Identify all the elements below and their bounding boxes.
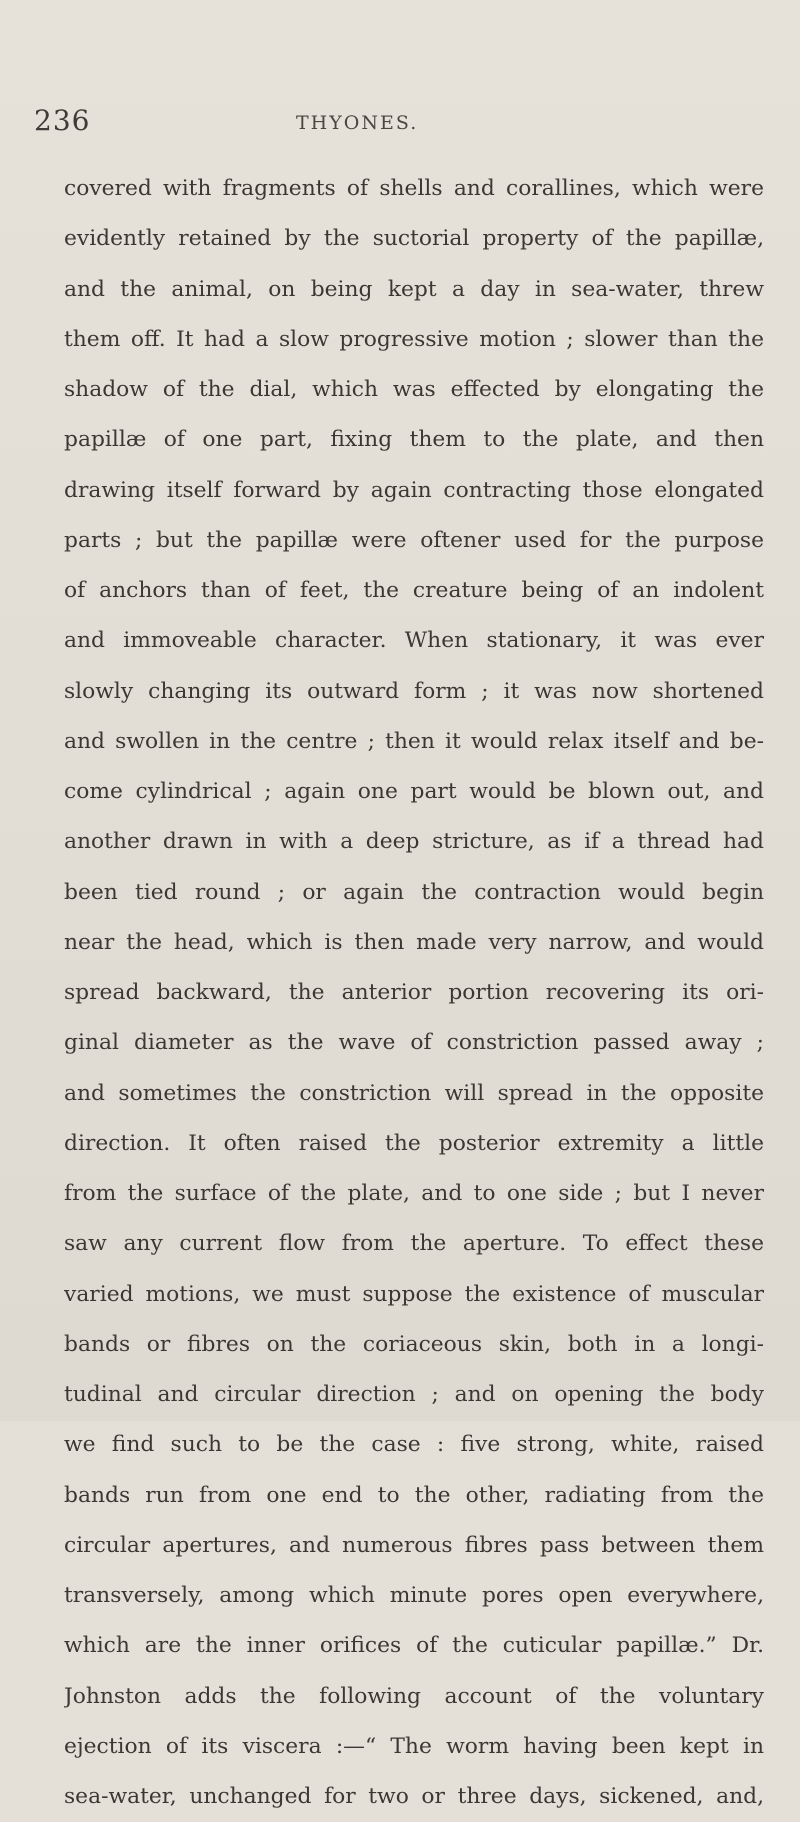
text-line: covered with fragments of shells and corallines, which were xyxy=(64,176,764,201)
text-line: near the head, which is then made very narrow, and would xyxy=(64,929,764,955)
text-line: slowly changing its outward form ; it was now shortened xyxy=(64,678,764,704)
text-line: ginal diameter as the wave of constriction passed away ; xyxy=(64,1030,764,1056)
text-line: varied motions, we must suppose the existence of muscular xyxy=(64,1281,764,1307)
text-line: circular apertures, and numerous fibres pass between them xyxy=(64,1532,764,1558)
running-head: THYONES. xyxy=(296,112,419,134)
text-line: drawing itself forward by again contracting those elongated xyxy=(64,477,764,503)
text-line: them off. It had a slow progressive motion ; slower than the xyxy=(64,326,764,352)
text-line: been tied round ; or again the contraction would begin xyxy=(64,879,764,905)
text-line: papillæ of one part, fixing them to the plate, and then xyxy=(64,427,764,453)
text-line: ejection of its viscera :—“ The worm having been kept in xyxy=(64,1733,764,1759)
text-line: from the surface of the plate, and to one side ; but I never xyxy=(64,1181,764,1206)
text-line: transversely, among which minute pores open everywhere, xyxy=(64,1583,764,1608)
text-line: we find such to be the case : five strong, white, raised xyxy=(64,1432,764,1458)
text-line: spread backward, the anterior portion recovering its ori- xyxy=(64,980,764,1005)
text-line: of anchors than of feet, the creature being of an indolent xyxy=(64,578,764,603)
text-line: another drawn in with a deep stricture, as if a thread had xyxy=(64,829,764,855)
text-line: and swollen in the centre ; then it would relax itself and be- xyxy=(64,728,764,754)
text-line: bands or fibres on the coriaceous skin, both in a longi- xyxy=(64,1331,764,1357)
text-line: Johnston adds the following account of the voluntary xyxy=(64,1683,764,1709)
text-line: saw any current flow from the aperture. To effect these xyxy=(64,1231,764,1257)
text-line: come cylindrical ; again one part would be blown out, and xyxy=(64,779,764,804)
text-line: which are the inner orifices of the cuticular papillæ.” Dr. xyxy=(64,1633,764,1659)
text-line: and the animal, on being kept a day in sea-water, threw xyxy=(64,276,764,302)
text-line: sea-water, unchanged for two or three days, sickened, and, xyxy=(64,1784,764,1809)
text-line: and sometimes the constriction will spread in the opposite xyxy=(64,1080,764,1106)
text-line: evidently retained by the suctorial property of the papillæ, xyxy=(64,226,764,252)
page-number: 236 xyxy=(34,104,91,137)
text-line: bands run from one end to the other, radiating from the xyxy=(64,1482,764,1508)
text-line: and immoveable character. When stationary, it was ever xyxy=(64,628,764,654)
body-text xyxy=(64,164,764,1822)
page-header xyxy=(34,104,764,144)
text-line: shadow of the dial, which was effected by elongating the xyxy=(64,377,764,402)
text-line: parts ; but the papillæ were oftener used for the purpose xyxy=(64,527,764,553)
text-line: direction. It often raised the posterior extremity a little xyxy=(64,1130,764,1156)
text-line: tudinal and circular direction ; and on opening the body xyxy=(64,1382,764,1407)
